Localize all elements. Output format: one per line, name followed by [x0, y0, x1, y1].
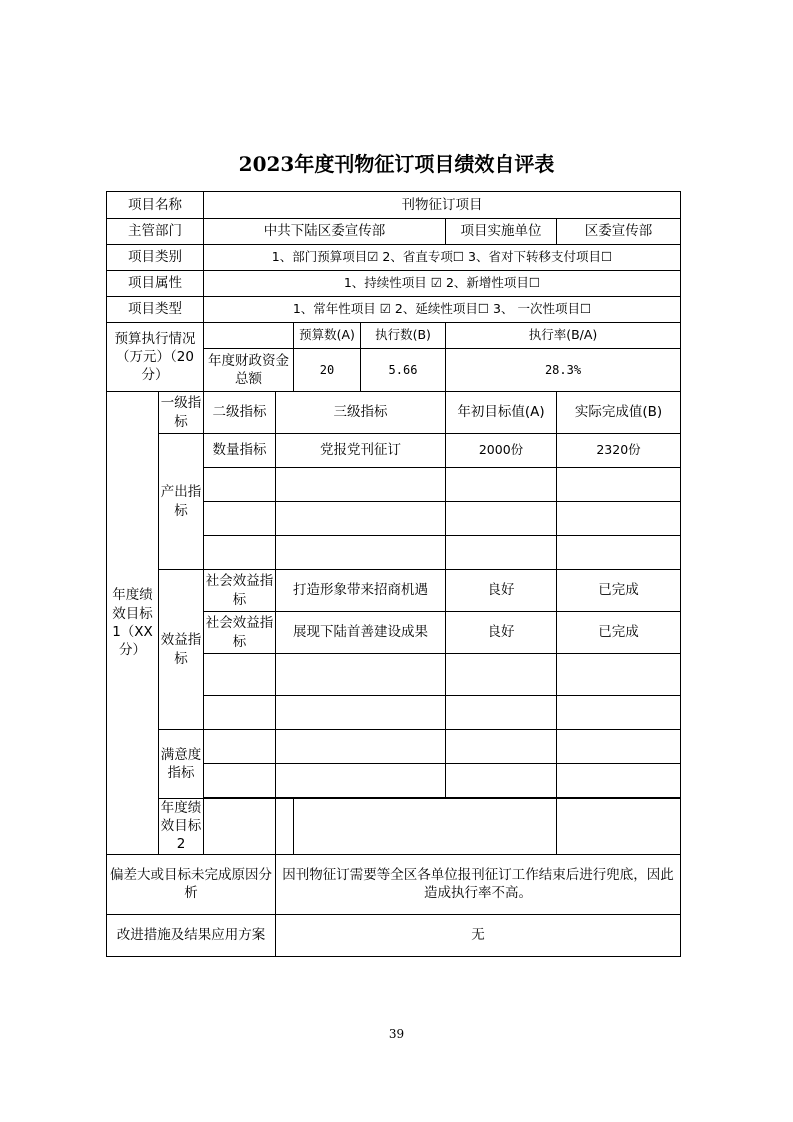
row-attribute: [107, 271, 681, 297]
budget-empty-cell: [204, 323, 294, 349]
department-label: 主管部门: [107, 219, 204, 245]
benefit-indicator-label: 效益指标: [159, 570, 204, 730]
empty-cell: [276, 764, 446, 798]
benefit-l2: 社会效益指标: [204, 570, 276, 612]
budget-col-rate: 执行率(B/A): [446, 323, 681, 349]
empty-cell: [204, 799, 276, 855]
impl-unit-label: 项目实施单位: [446, 219, 557, 245]
benefit-l3: 展现下陆首善建设成果: [276, 612, 446, 654]
empty-cell: [557, 799, 681, 855]
output-indicator-label: 产出指标: [159, 434, 204, 570]
type-value: 1、常年性项目 ☑ 2、延续性项目☐ 3、 一次性项目☐: [204, 297, 681, 323]
empty-cell: [204, 468, 276, 502]
head-level2: 二级指标: [204, 392, 276, 434]
row-category: [107, 245, 681, 271]
empty-cell: [276, 468, 446, 502]
satisfaction-indicator-label: 满意度指标: [159, 730, 204, 799]
empty-cell: [557, 654, 681, 696]
empty-cell: [446, 654, 557, 696]
row-project-name: [107, 192, 681, 219]
deviation-value: 因刊物征订需要等全区各单位报刊征订工作结束后进行兜底，因此造成执行率不高。: [276, 854, 681, 914]
goal1-label: 年度绩效目标1（XX分）: [107, 392, 159, 855]
row-budget-header: [107, 323, 681, 349]
row-department: [107, 219, 681, 245]
empty-cell: [276, 502, 446, 536]
empty-cell: [446, 764, 557, 798]
empty-cell: [446, 502, 557, 536]
empty-cell: [204, 654, 276, 696]
empty-cell: [557, 764, 681, 798]
category-value: 1、部门预算项目☑ 2、省直专项☐ 3、省对下转移支付项目☐: [204, 245, 681, 271]
department-value: 中共下陆区委宣传部: [204, 219, 446, 245]
output-actual: 2320份: [557, 434, 681, 468]
benefit-l3: 打造形象带来招商机遇: [276, 570, 446, 612]
category-label: 项目类别: [107, 245, 204, 271]
row-goal2: [107, 799, 681, 855]
row-deviation: [107, 854, 681, 914]
table-row: [107, 434, 681, 468]
benefit-actual: 已完成: [557, 570, 681, 612]
empty-cell: [204, 502, 276, 536]
attribute-value: 1、持续性项目 ☑ 2、新增性项目☐: [204, 271, 681, 297]
empty-cell: [446, 468, 557, 502]
budget-row-label: 年度财政资金总额: [204, 349, 294, 392]
benefit-target: 良好: [446, 570, 557, 612]
empty-cell: [557, 468, 681, 502]
empty-cell: [276, 536, 446, 570]
empty-cell: [446, 536, 557, 570]
budget-col-exec: 执行数(B): [361, 323, 446, 349]
empty-cell: [446, 730, 557, 764]
empty-cell: [276, 696, 446, 730]
empty-cell: [204, 764, 276, 798]
attribute-label: 项目属性: [107, 271, 204, 297]
row-type: [107, 297, 681, 323]
impl-unit-value: 区委宣传部: [557, 219, 681, 245]
empty-cell: [446, 696, 557, 730]
head-level3: 三级指标: [276, 392, 446, 434]
empty-cell: [204, 696, 276, 730]
empty-cell: [276, 730, 446, 764]
empty-cell: [204, 536, 276, 570]
benefit-l2: 社会效益指标: [204, 612, 276, 654]
improvement-label: 改进措施及结果应用方案: [107, 914, 276, 956]
head-actual: 实际完成值(B): [557, 392, 681, 434]
output-target: 2000份: [446, 434, 557, 468]
benefit-actual: 已完成: [557, 612, 681, 654]
exec-value: 5.66: [361, 349, 446, 392]
head-target: 年初目标值(A): [446, 392, 557, 434]
empty-cell: [557, 502, 681, 536]
head-level1: 一级指标: [159, 392, 204, 434]
page-title: 2023年度刊物征订项目绩效自评表: [238, 152, 555, 176]
output-l2: 数量指标: [204, 434, 276, 468]
budget-label: 预算执行情况（万元）（20分）: [107, 323, 204, 392]
improvement-value: 无: [276, 914, 681, 956]
empty-cell: [557, 536, 681, 570]
table-row: [107, 730, 681, 764]
empty-cell: [276, 799, 294, 855]
project-name-label: 项目名称: [107, 192, 204, 219]
empty-cell: [294, 799, 557, 855]
empty-cell: [557, 730, 681, 764]
empty-cell: [204, 730, 276, 764]
deviation-label: 偏差大或目标未完成原因分析: [107, 854, 276, 914]
table-row: [107, 570, 681, 612]
page-number: 39: [388, 1027, 405, 1041]
type-label: 项目类型: [107, 297, 204, 323]
benefit-target: 良好: [446, 612, 557, 654]
goal2-label: 年度绩效目标2: [159, 799, 204, 855]
row-improvement: [107, 914, 681, 956]
self-evaluation-table: [106, 191, 681, 957]
output-l3: 党报党刊征订: [276, 434, 446, 468]
empty-cell: [557, 696, 681, 730]
budget-value: 20: [294, 349, 361, 392]
budget-col-budget: 预算数(A): [294, 323, 361, 349]
empty-cell: [276, 654, 446, 696]
project-name-value: 刊物征订项目: [204, 192, 681, 219]
rate-value: 28.3%: [446, 349, 681, 392]
row-indicator-header: [107, 392, 681, 434]
